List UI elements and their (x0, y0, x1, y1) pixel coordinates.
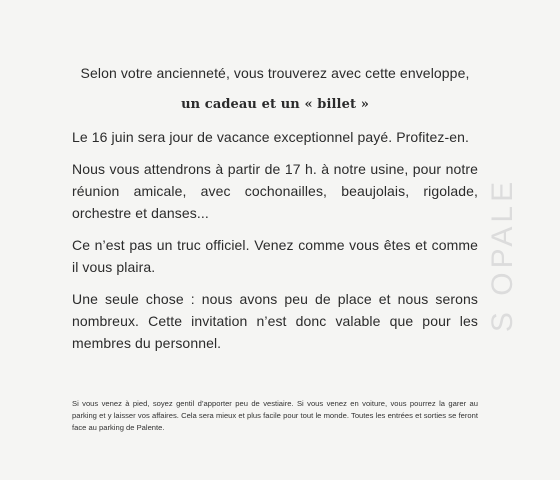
watermark-text: S OPALE (486, 177, 519, 333)
paragraph-holiday: Le 16 juin sera jour de vacance exceptionnel payé. Profitez-en. (72, 129, 469, 145)
paragraph-staff-only: Une seule chose : nous avons peu de place et nous serons nombreux. Cette invitation n’est donc valable que pour les membres du personnel. (72, 291, 478, 351)
gift-line: un cadeau et un « billet » (181, 97, 369, 112)
footer-note: Si vous venez à pied, soyez gentil d’apporter peu de vestiaire. Si vous venez en voiture, vous pourrez la garer au parking et y laisser vos affaires. Cela sera mieux et plus facile pour tout le monde. Toutes les entrées et sorties se feront face au parking de Palente. (72, 399, 478, 432)
paragraph-invitation: Nous vous attendrons à partir de 17 h. à notre usine, pour notre réunion amicale, avec cochonailles, beaujolais, rigolade, orchestre et danses... (72, 161, 478, 221)
letter-body (72, 62, 478, 364)
paragraph-informal: Ce n’est pas un truc officiel. Venez comme vous êtes et comme il vous plaira. (72, 237, 478, 275)
intro-line: Selon votre ancienneté, vous trouverez avec cette enveloppe, (80, 65, 470, 81)
